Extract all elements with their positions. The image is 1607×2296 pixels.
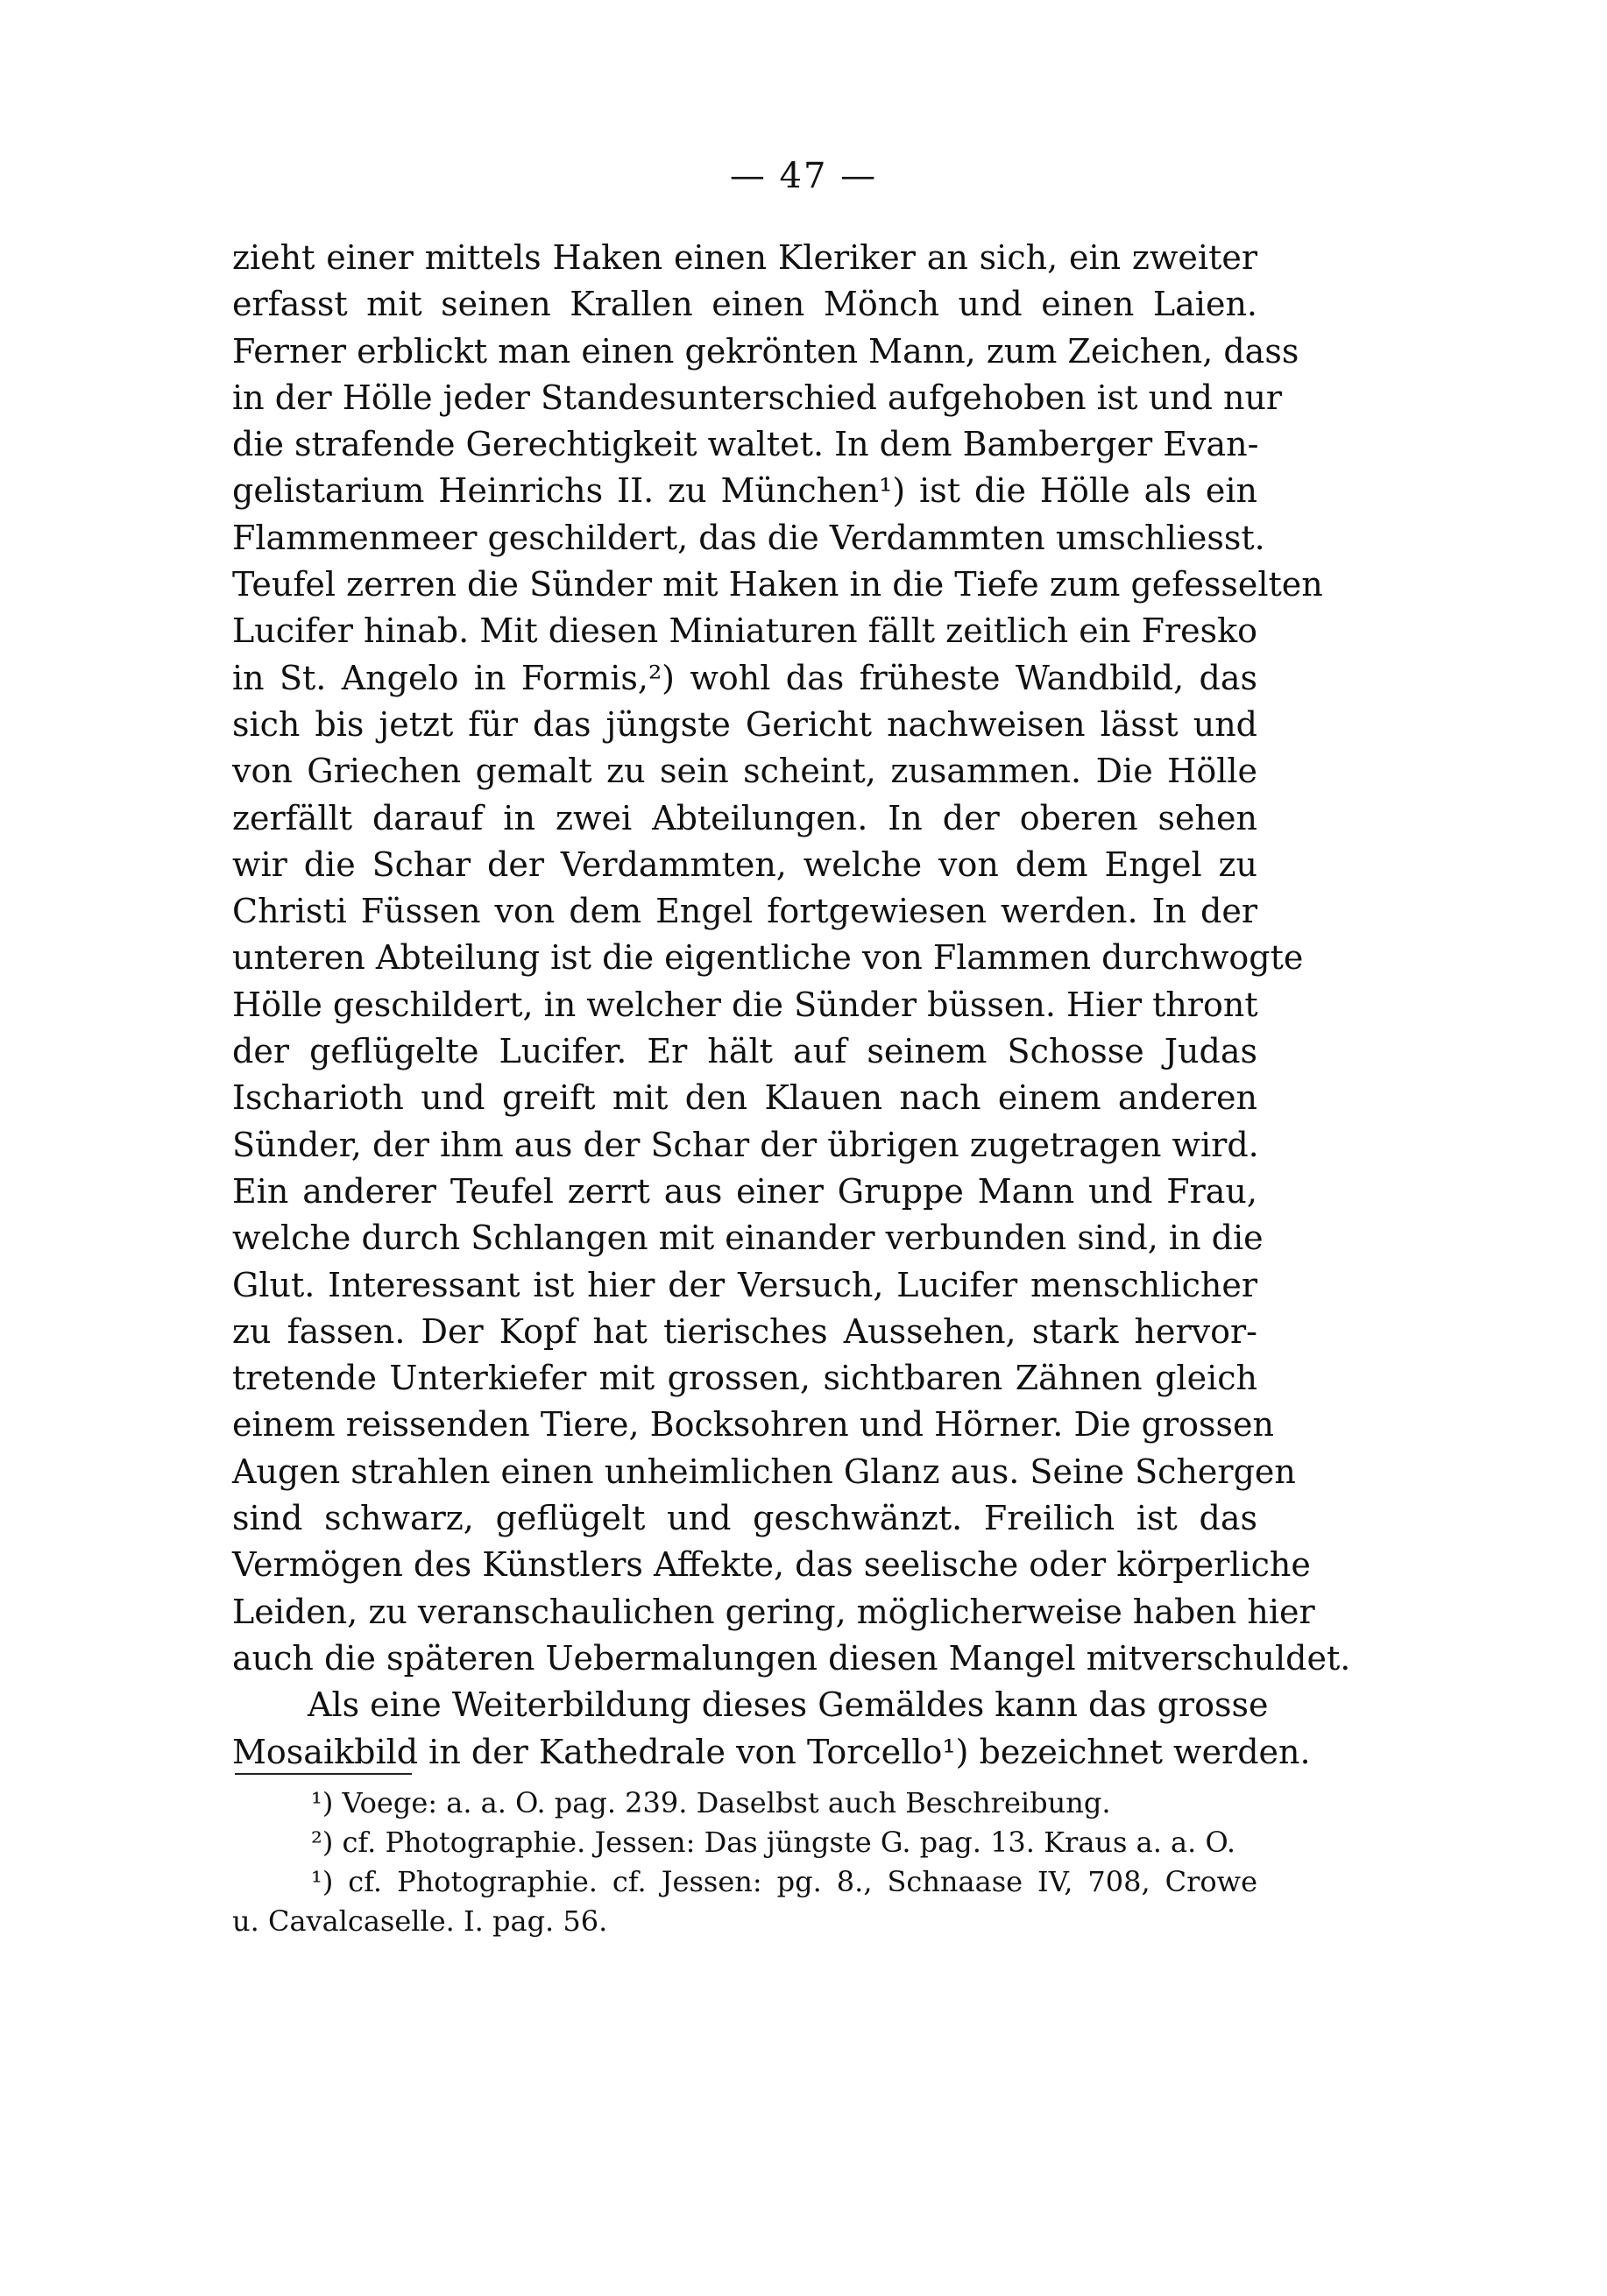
paragraph-start-line: Als eine Weiterbildung dieses Gemäldes kann das grosse [308, 1685, 1269, 1725]
footnote-divider [235, 1773, 412, 1775]
text-line: Leiden, zu veranschaulichen gering, möglicherweise haben hier [232, 1592, 1315, 1631]
text-line: unteren Abteilung ist die eigentliche von Flammen durchwogte [232, 938, 1304, 978]
text-line: Mosaikbild in der Kathedrale von Torcello¹) bezeichnet werden. [232, 1732, 1311, 1771]
text-line: Ein anderer Teufel zerrt aus einer Gruppe Mann und Frau, [232, 1171, 1257, 1211]
text-line: erfasst mit seinen Krallen einen Mönch und einen Laien. [232, 285, 1257, 324]
text-line: Glut. Interessant ist hier der Versuch, Lucifer menschlicher [232, 1265, 1257, 1304]
text-line: in St. Angelo in Formis,²) wohl das früheste Wandbild, das [232, 658, 1257, 697]
text-line: Ferner erblickt man einen gekrönten Mann, zum Zeichen, dass [232, 331, 1299, 371]
text-line: sind schwarz, geflügelt und geschwänzt. Freilich ist das [232, 1499, 1257, 1538]
text-line: Christi Füssen von dem Engel fortgewiesen werden. In der [232, 892, 1257, 931]
text-line: welche durch Schlangen mit einander verbunden sind, in die [232, 1219, 1264, 1258]
text-line: Augen strahlen einen unheimlichen Glanz aus. Seine Schergen [232, 1452, 1296, 1491]
text-line: Sünder, der ihm aus der Schar der übrigen zugetragen wird. [232, 1125, 1259, 1164]
text-line: gelistarium Heinrichs II. zu München¹) ist die Hölle als ein [232, 471, 1257, 511]
text-line: Hölle geschildert, in welcher die Sünder büssen. Hier thront [232, 985, 1258, 1024]
text-line: die strafende Gerechtigkeit waltet. In dem Bamberger Evan- [232, 425, 1259, 464]
page-number: — 47 — [729, 156, 878, 196]
text-line: Flammenmeer geschildert, das die Verdammten umschliesst. [232, 518, 1265, 557]
footnote: ¹) Voege: a. a. O. pag. 239. Daselbst auch Beschreibung. [311, 1786, 1111, 1819]
text-line: einem reissenden Tiere, Bocksohren und Hörner. Die grossen [232, 1405, 1274, 1445]
text-line: wir die Schar der Verdammten, welche von dem Engel zu [232, 844, 1257, 884]
footnote: ²) cf. Photographie. Jessen: Das jüngste G. pag. 13. Kraus a. a. O. [311, 1826, 1235, 1859]
text-line: in der Hölle jeder Standesunterschied aufgehoben ist und nur [232, 378, 1283, 417]
footnote-continuation: u. Cavalcaselle. I. pag. 56. [232, 1904, 608, 1938]
text-line: Lucifer hinab. Mit diesen Miniaturen fällt zeitlich ein Fresko [232, 611, 1257, 651]
text-line: Ischarioth und greift mit den Klauen nach einem anderen [232, 1078, 1257, 1118]
text-line: Teufel zerren die Sünder mit Haken in die Tiefe zum gefesselten [232, 565, 1323, 604]
footnote: ¹) cf. Photographie. cf. Jessen: pg. 8., Schnaase IV, 708, Crowe [311, 1865, 1257, 1898]
text-line: zu fassen. Der Kopf hat tierisches Aussehen, stark hervor- [232, 1311, 1257, 1351]
footnotes [232, 1784, 1257, 1941]
text-line: tretende Unterkiefer mit grossen, sichtbaren Zähnen gleich [232, 1359, 1257, 1398]
text-line: sich bis jetzt für das jüngste Gericht nachweisen lässt und [232, 704, 1257, 744]
text-line: der geflügelte Lucifer. Er hält auf seinem Schosse Judas [232, 1032, 1257, 1071]
text-line: Vermögen des Künstlers Affekte, das seelische oder körperliche [232, 1545, 1311, 1585]
text-line: zerfällt darauf in zwei Abteilungen. In der oberen sehen [232, 798, 1257, 837]
text-line: zieht einer mittels Haken einen Kleriker an sich, ein zweiter [232, 238, 1257, 277]
text-line: auch die späteren Uebermalungen diesen Mangel mitverschuldet. [232, 1638, 1351, 1678]
main-text [232, 235, 1351, 1776]
text-line: von Griechen gemalt zu sein scheint, zusammen. Die Hölle [232, 752, 1257, 791]
